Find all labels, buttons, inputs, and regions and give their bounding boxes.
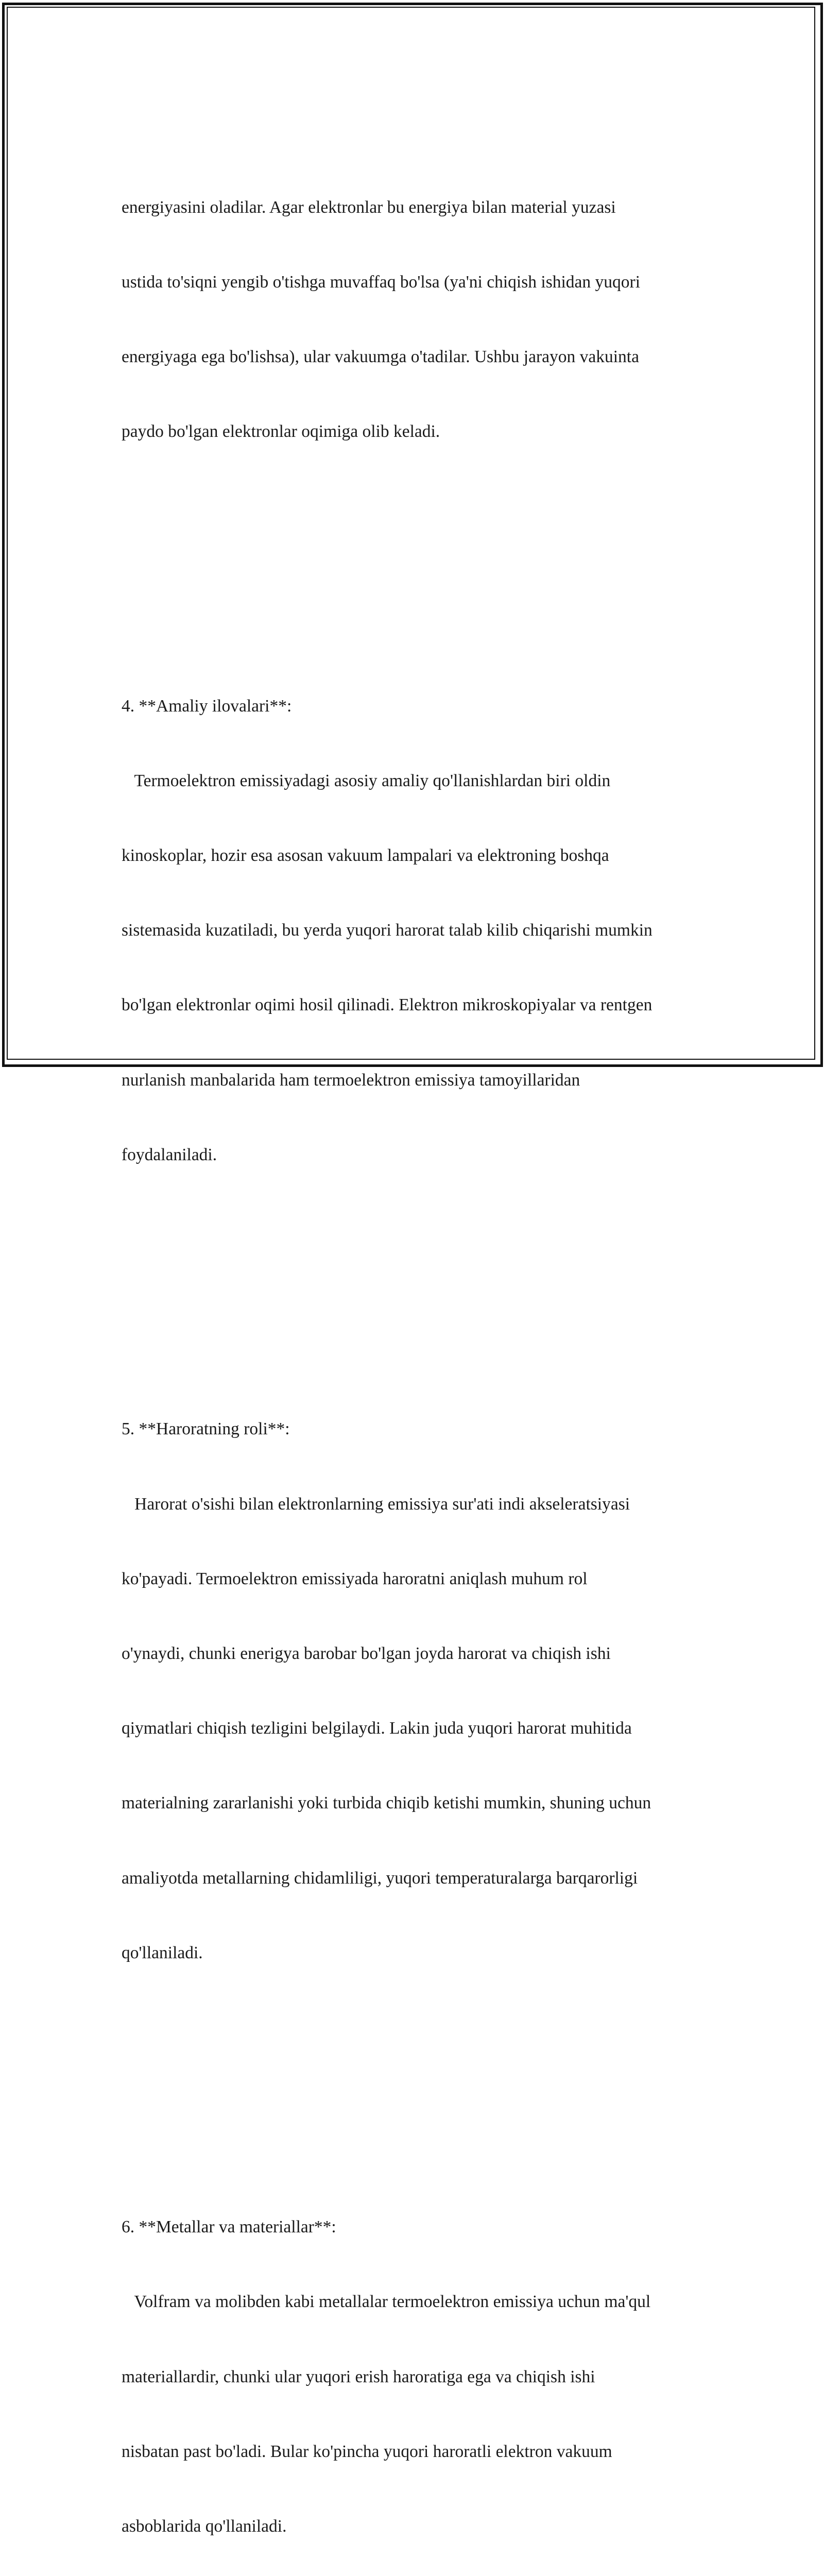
text-line: materiallardir, chunki ular yuqori erish haroratiga ega va chiqish ishi: [122, 2367, 595, 2386]
paragraph-gap: [122, 544, 729, 569]
text-line: foydalaniladi.: [122, 1145, 217, 1164]
paragraph-gap: [122, 1267, 729, 1292]
text-line: nisbatan past bo'ladi. Bular ko'pincha yuqori haroratli elektron vakuum: [122, 2442, 612, 2461]
section-heading: 6. **Metallar va materiallar**:: [122, 2217, 336, 2237]
section-6: [122, 2165, 729, 2576]
section-5: [122, 1367, 729, 2015]
text-line: paydo bo'lgan elektronlar oqimiga olib keladi.: [122, 422, 440, 442]
text-line: materialning zararlanishi yoki turbida chiqib ketishi mumkin, shuning uchun: [122, 1793, 651, 1813]
text-line: nurlanish manbalarida ham termoelektron emissiya tamoyillaridan: [122, 1070, 580, 1090]
text-line: qiymatlari chiqish tezligini belgilaydi. Lakin juda yuqori harorat muhitida: [122, 1719, 632, 1738]
text-line: sistemasida kuzatiladi, bu yerda yuqori harorat talab kilib chiqarishi mumkin: [122, 921, 653, 940]
text-line: Volfram va molibden kabi metallalar termoelektron emissiya uchun ma'qul: [122, 2292, 651, 2312]
text-line: bo'lgan elektronlar oqimi hosil qilinadi. Elektron mikroskopiyalar va rentgen: [122, 995, 653, 1015]
section-4: [122, 644, 729, 1217]
text-line: energiyaga ega bo'lishsa), ular vakuumga o'tadilar. Ushbu jarayon vakuinta: [122, 347, 639, 367]
section-heading: 5. **Haroratning roli**:: [122, 1419, 290, 1439]
text-line: ko'payadi. Termoelektron emissiyada haroratni aniqlash muhum rol: [122, 1569, 588, 1588]
text-line: amaliyotda metallarning chidamliligi, yuqori temperaturalarga barqarorligi: [122, 1868, 638, 1888]
text-line: Termoelektron emissiyadagi asosiy amaliy qo'llanishlardan biri oldin: [122, 771, 611, 790]
text-line: qo'llaniladi.: [122, 1943, 203, 1962]
text-line: ustida to'siqni yengib o'tishga muvaffaq bo'lsa (ya'ni chiqish ishidan yuqori: [122, 272, 640, 292]
paragraph-intro: [122, 145, 729, 495]
paragraph-gap: [122, 2065, 729, 2090]
text-line: o'ynaydi, chunki enerigya barobar bo'lgan joyda harorat va chiqish ishi: [122, 1643, 611, 1663]
text-line: energiyasini oladilar. Agar elektronlar bu energiya bilan material yuzasi: [122, 197, 616, 217]
text-line: Harorat o'sishi bilan elektronlarning emissiya sur'ati indi akseleratsiyasi: [122, 1494, 630, 1514]
text-line: asboblarida qo'llaniladi.: [122, 2517, 287, 2536]
text-line: kinoskoplar, hozir esa asosan vakuum lampalari va elektroning boshqa: [122, 846, 609, 866]
document-body: [122, 95, 729, 2576]
section-heading: 4. **Amaliy ilovalari**:: [122, 696, 292, 716]
